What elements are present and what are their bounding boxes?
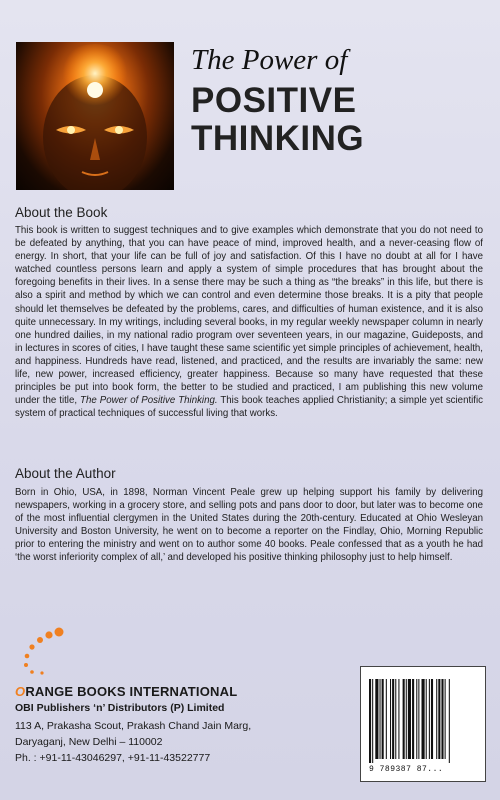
barcode-bar bbox=[392, 679, 394, 759]
title-line-1: The Power of bbox=[191, 44, 348, 76]
barcode-number: 9 789387 87... bbox=[369, 765, 444, 774]
barcode-bar bbox=[441, 679, 443, 759]
about-book-text-end: This book teaches applied Christianity; a simple yet scientific system of practical techniques of successful living that works. bbox=[15, 395, 483, 420]
barcode-bar bbox=[408, 679, 411, 759]
barcode-bar bbox=[438, 679, 440, 759]
about-book-text-title: The Power of Positive Thinking. bbox=[80, 395, 218, 407]
publisher-address-line-2: Daryaganj, New Delhi – 110002 bbox=[15, 736, 163, 748]
about-author-heading: About the Author bbox=[15, 466, 116, 481]
barcode-bar bbox=[382, 679, 384, 759]
about-book-heading: About the Book bbox=[15, 205, 108, 220]
cover-face-illustration bbox=[16, 42, 174, 190]
publisher-name-rest: RANGE BOOKS INTERNATIONAL bbox=[25, 684, 238, 699]
title-line-2: POSITIVE bbox=[191, 81, 357, 120]
barcode-bar bbox=[416, 679, 417, 759]
title-line-3: THINKING bbox=[191, 119, 365, 158]
barcode-bar bbox=[449, 679, 450, 763]
barcode-bar bbox=[372, 679, 373, 763]
publisher-name bbox=[15, 684, 345, 699]
about-book-text-main: This book is written to suggest techniques and to give examples which demonstrate that you do not need to be defeated by anything, that you can have peace of mind, improved health, and a never-ceasing flow of energy. In short, that your life can be full of joy and satisfaction. Of this I have no doubt at all for I have watched countless persons learn and apply a system of simple procedures that has brought about the foregoing benefits in their lives. In a sense there may be such a thing as “the breaks” in this life, but there is also a spirit and method by which we can control and even determine those breaks. It is a pity that people should let themselves be defeated by the problems, cares, and difficulties of human existence, and it is also quite unnecessary. In my writings, including several books, in my regular weekly newspaper column in nearly one hundred dailies, in my national radio program over seventeen years, in our magazine, Guideposts, and in lectures in scores of cities, I have taught these same scientific yet simple principles of achievement, health, and happiness. Hundreds have read, listened, and practiced, and the results are invariably the same: new life, new power, increased efficiency, greater happiness. Because so many have requested that these principles be put into book form, the better to be studied and practiced, I am publishing this new volume under the title, bbox=[15, 225, 483, 407]
barcode-bar bbox=[403, 679, 405, 759]
publisher-address-line-1: 113 A, Prakasha Scout, Prakash Chand Jain Marg, bbox=[15, 720, 252, 732]
barcode-bar bbox=[380, 679, 381, 759]
publisher-info bbox=[15, 684, 345, 768]
barcode-bar bbox=[406, 679, 407, 759]
about-author-text: Born in Ohio, USA, in 1898, Norman Vincent Peale grew up helping support his family by delivering newspapers, working in a grocery store, and selling pots and pans door to door, but later was to become one of the most influential clergymen in the United States during the 20th-century. Educated at Ohio Wesleyan University and Boston University, he went on to become a reporter on the Findlay, Ohio, Morning Republic prior to entering the ministry and went on to author some 40 books. Peale confessed that as a youth he had ‘the worst inferiority complex of all,’ and developed his positive thinking philosophy just to help himself. bbox=[15, 487, 483, 564]
barcode-bar bbox=[429, 679, 430, 759]
publisher-dots-logo bbox=[16, 626, 66, 676]
barcode-bar bbox=[369, 679, 371, 763]
barcode-bar bbox=[395, 679, 396, 759]
about-book-text bbox=[15, 224, 483, 420]
publisher-phone: Ph. : +91-11-43046297, +91-11-43522777 bbox=[15, 752, 211, 764]
barcode-bars bbox=[369, 679, 479, 763]
publisher-name-initial: O bbox=[15, 684, 26, 699]
barcode-bar bbox=[431, 679, 433, 759]
barcode-bar bbox=[436, 679, 437, 759]
isbn-barcode bbox=[360, 666, 486, 782]
publisher-subtitle: OBI Publishers ‘n’ Distributors (P) Limited bbox=[15, 702, 225, 714]
book-title bbox=[191, 44, 491, 158]
barcode-bar bbox=[422, 679, 425, 759]
barcode-bar bbox=[412, 679, 414, 759]
barcode-bar bbox=[386, 679, 387, 759]
barcode-bar bbox=[398, 679, 399, 759]
barcode-bar bbox=[426, 679, 427, 759]
barcode-bar bbox=[445, 679, 446, 759]
barcode-bar bbox=[375, 679, 378, 759]
barcode-bar bbox=[418, 679, 419, 759]
barcode-bar bbox=[390, 679, 391, 759]
